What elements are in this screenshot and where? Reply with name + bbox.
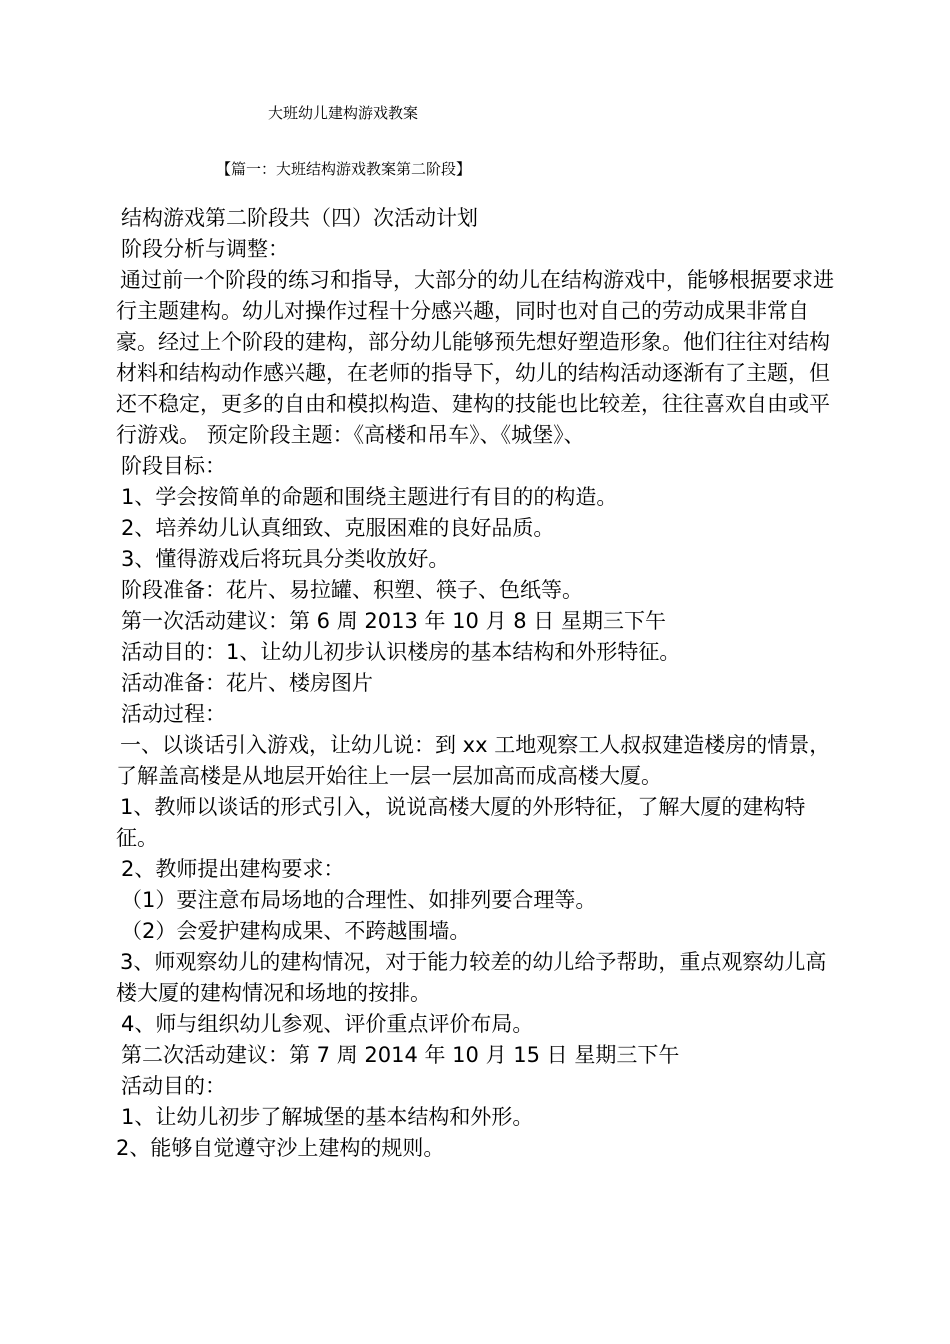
analysis-paragraph: 通过前一个阶段的练习和指导，大部分的幼儿在结构游戏中，能够根据要求进行主题建构。幼儿对操作过程十分感兴趣，同时也对自己的劳动成果非常自豪。经过上个阶段的建构，部分幼儿能够预先想好塑造形象。他们往往对结构材料和结构动作感兴趣，在老师的指导下，幼儿的结构活动逐渐有了主题，但还不稳定，更多的自由和模拟构造、建构的技能也比较差，往往喜欢自由或平行游戏。 预定阶段主题：《高楼和吊车》、《城堡》、 xyxy=(116,268,834,447)
activity1-step-1: 1、教师以谈话的形式引入，说说高楼大厦的外形特征，了解大厦的建构特征。 xyxy=(116,795,806,850)
stage-preparation: 阶段准备：花片、易拉罐、积塑、筷子、色纸等。 xyxy=(121,578,583,602)
activity1-step-2b: （2）会爱护建构成果、不跨越围墙。 xyxy=(121,919,471,943)
document-body xyxy=(116,203,836,1164)
document-subtitle: 【篇一：大班结构游戏教案第二阶段】 xyxy=(216,160,472,178)
activity1-process-label: 活动过程： xyxy=(121,702,226,726)
activity1-step-2a: （1）要注意布局场地的合理性、如排列要合理等。 xyxy=(121,888,597,912)
analysis-label: 阶段分析与调整： xyxy=(121,237,289,261)
activity2-goal-1: 1、让幼儿初步了解城堡的基本结构和外形。 xyxy=(121,1105,534,1129)
activity1-step-3: 3、师观察幼儿的建构情况，对于能力较差的幼儿给予帮助，重点观察幼儿高楼大厦的建构情况和场地的按排。 xyxy=(116,950,827,1005)
activity2-goal-2: 2、能够自觉遵守沙上建构的规则。 xyxy=(116,1136,445,1160)
document-title: 大班幼儿建构游戏教案 xyxy=(268,104,419,122)
goal-item-3: 3、懂得游戏后将玩具分类收放好。 xyxy=(121,547,450,571)
goals-label: 阶段目标： xyxy=(121,454,226,478)
goal-item-2: 2、培养幼儿认真细致、克服困难的良好品质。 xyxy=(121,516,555,540)
activity1-suggestion: 第一次活动建议：第 6 周 2013 年 10 月 8 日 星期三下午 xyxy=(121,609,666,633)
activity1-step-intro: 一、以谈话引入游戏，让幼儿说：到 xx 工地观察工人叔叔建造楼房的情景，了解盖高楼是从地层开始往上一层一层加高而成高楼大厦。 xyxy=(116,733,831,788)
activity1-step-2: 2、教师提出建构要求： xyxy=(121,857,345,881)
goal-item-1: 1、学会按简单的命题和围绕主题进行有目的的构造。 xyxy=(121,485,618,509)
activity2-suggestion: 第二次活动建议：第 7 周 2014 年 10 月 15 日 星期三下午 xyxy=(121,1043,680,1067)
activity1-goal: 活动目的：1、让幼儿初步认识楼房的基本结构和外形特征。 xyxy=(121,640,681,664)
activity2-goal-label: 活动目的： xyxy=(121,1074,226,1098)
section-heading: 结构游戏第二阶段共（四）次活动计划 xyxy=(121,206,478,230)
activity1-step-4: 4、师与组织幼儿参观、评价重点评价布局。 xyxy=(121,1012,534,1036)
activity1-prep: 活动准备：花片、楼房图片 xyxy=(121,671,373,695)
